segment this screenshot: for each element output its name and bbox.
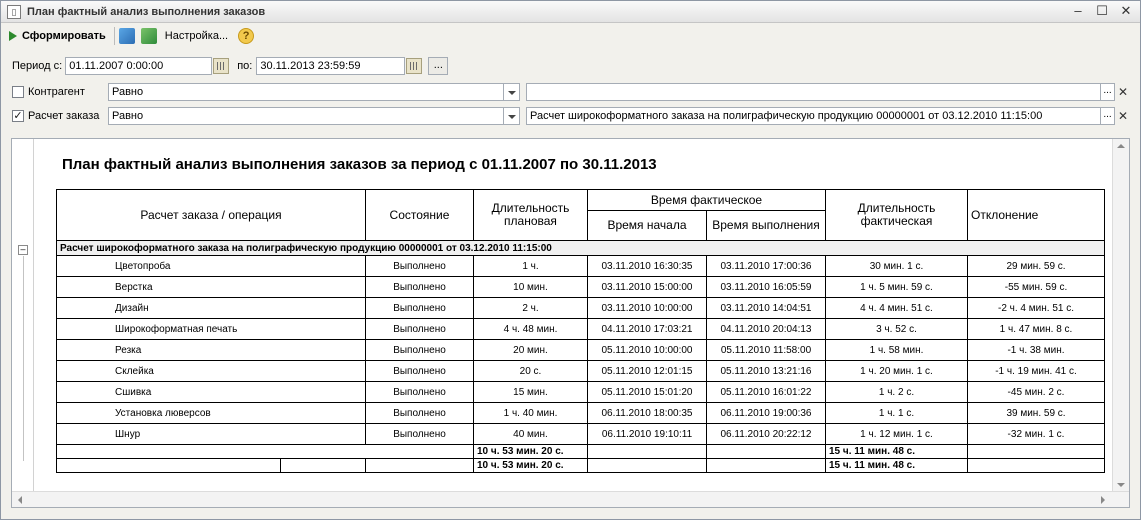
cell-state: Выполнено (366, 403, 474, 424)
cell-start: 03.11.2010 16:30:35 (588, 256, 707, 277)
chevron-down-icon[interactable] (504, 107, 520, 125)
cell-operation: Верстка (57, 277, 366, 298)
cell-fact: 4 ч. 4 мин. 51 с. (826, 298, 968, 319)
total-row (57, 459, 1105, 473)
toolbar-separator (114, 27, 115, 45)
cell-plan: 2 ч. (474, 298, 588, 319)
subtotal-empty (57, 445, 474, 459)
close-icon[interactable]: ✕ (1120, 3, 1132, 18)
cell-deviation: -32 мин. 1 с. (968, 424, 1105, 445)
cell-state: Выполнено (366, 256, 474, 277)
header-planned: Длительность плановая (474, 190, 588, 241)
subtotal-empty (968, 445, 1105, 459)
cell-plan: 4 ч. 48 мин. (474, 319, 588, 340)
table-row[interactable] (57, 340, 1105, 361)
cell-deviation: -1 ч. 19 мин. 41 с. (968, 361, 1105, 382)
table-row[interactable] (57, 256, 1105, 277)
filter-row-order (1, 105, 1140, 127)
counterparty-label: Контрагент (28, 86, 85, 98)
group-row[interactable]: Расчет широкоформатного заказа на полиграфическую продукцию 00000001 от 03.12.2010 11:15:00 (57, 241, 1105, 256)
cell-plan: 20 мин. (474, 340, 588, 361)
minimize-icon[interactable]: – (1074, 3, 1082, 18)
cell-start: 05.11.2010 10:00:00 (588, 340, 707, 361)
table-row[interactable] (57, 277, 1105, 298)
scroll-down-icon[interactable] (1117, 483, 1125, 487)
period-select-button[interactable]: ... (428, 57, 448, 75)
cell-deviation: -2 ч. 4 мин. 51 с. (968, 298, 1105, 319)
table-row[interactable] (57, 298, 1105, 319)
cell-plan: 10 мин. (474, 277, 588, 298)
header-actual-time: Время фактическое (588, 190, 826, 211)
header-actual-duration: Длительность фактическая (826, 190, 968, 241)
cell-start: 04.11.2010 17:03:21 (588, 319, 707, 340)
cell-fact: 1 ч. 1 с. (826, 403, 968, 424)
period-to-input[interactable]: 30.11.2013 23:59:59 (256, 57, 405, 75)
report-title: План фактный анализ выполнения заказов за период с 01.11.2007 по 30.11.2013 (62, 156, 657, 173)
cell-fact: 1 ч. 12 мин. 1 с. (826, 424, 968, 445)
cell-end: 05.11.2010 11:58:00 (707, 340, 826, 361)
generate-label: Сформировать (22, 30, 106, 42)
cell-fact: 1 ч. 2 с. (826, 382, 968, 403)
clear-icon[interactable]: ✕ (1117, 85, 1129, 99)
report-table (56, 189, 1105, 473)
period-from-input[interactable]: 01.11.2007 0:00:00 (65, 57, 212, 75)
total-empty (968, 459, 1105, 473)
order-label: Расчет заказа (28, 110, 100, 122)
header-deviation: Отклонение (968, 190, 1105, 241)
grouping-gutter (12, 139, 34, 492)
cell-operation: Склейка (57, 361, 366, 382)
cell-fact: 1 ч. 58 мин. (826, 340, 968, 361)
cell-end: 05.11.2010 13:21:16 (707, 361, 826, 382)
counterparty-value-input[interactable] (526, 83, 1101, 101)
title-bar (1, 1, 1140, 23)
cell-operation: Установка люверсов (57, 403, 366, 424)
cell-plan: 20 с. (474, 361, 588, 382)
cell-start: 06.11.2010 19:10:11 (588, 424, 707, 445)
scroll-up-icon[interactable] (1117, 144, 1125, 148)
cell-operation: Цветопроба (57, 256, 366, 277)
toolbar (1, 24, 1140, 48)
cell-plan: 15 мин. (474, 382, 588, 403)
table-row[interactable] (57, 403, 1105, 424)
cell-end: 06.11.2010 20:22:12 (707, 424, 826, 445)
cell-operation: Широкоформатная печать (57, 319, 366, 340)
calendar-icon[interactable] (406, 58, 422, 74)
cell-deviation: -45 мин. 2 с. (968, 382, 1105, 403)
settings-label: Настройка... (164, 30, 229, 42)
horizontal-scrollbar[interactable] (12, 491, 1129, 507)
cell-operation: Шнур (57, 424, 366, 445)
filter-row-counterparty (1, 81, 1140, 103)
subtotal-fact: 15 ч. 11 мин. 48 с. (826, 445, 968, 459)
cell-deviation: 29 мин. 59 с. (968, 256, 1105, 277)
scroll-right-icon[interactable] (1101, 496, 1105, 504)
cell-state: Выполнено (366, 319, 474, 340)
subtotal-empty (588, 445, 707, 459)
cell-fact: 30 мин. 1 с. (826, 256, 968, 277)
header-operation: Расчет заказа / операция (57, 190, 366, 241)
report-area (11, 138, 1130, 508)
counterparty-checkbox[interactable] (12, 86, 24, 98)
total-fact: 15 ч. 11 мин. 48 с. (826, 459, 968, 473)
order-choose-button[interactable]: ... (1101, 107, 1115, 125)
tree-line (23, 256, 24, 461)
play-icon (9, 31, 17, 41)
cell-start: 06.11.2010 18:00:35 (588, 403, 707, 424)
total-plan: 10 ч. 53 мин. 20 с. (474, 459, 588, 473)
cell-start: 05.11.2010 15:01:20 (588, 382, 707, 403)
cell-fact: 3 ч. 52 с. (826, 319, 968, 340)
cell-plan: 1 ч. (474, 256, 588, 277)
total-empty (707, 459, 826, 473)
cell-end: 06.11.2010 19:00:36 (707, 403, 826, 424)
cell-end: 03.11.2010 17:00:36 (707, 256, 826, 277)
cell-start: 05.11.2010 12:01:15 (588, 361, 707, 382)
subtotal-row (57, 445, 1105, 459)
window-controls (1070, 4, 1134, 20)
scroll-left-icon[interactable] (18, 496, 22, 504)
cell-start: 03.11.2010 15:00:00 (588, 277, 707, 298)
cell-deviation: 39 мин. 59 с. (968, 403, 1105, 424)
header-start: Время начала (588, 211, 707, 241)
order-condition-select[interactable]: Равно (108, 107, 504, 125)
table-row[interactable] (57, 319, 1105, 340)
cell-state: Выполнено (366, 424, 474, 445)
save-settings-icon[interactable] (119, 28, 135, 44)
cell-plan: 40 мин. (474, 424, 588, 445)
cell-operation: Дизайн (57, 298, 366, 319)
window-app-icon: ▯ (7, 5, 21, 19)
cell-state: Выполнено (366, 277, 474, 298)
header-state: Состояние (366, 190, 474, 241)
settings-button[interactable] (161, 26, 232, 46)
cell-fact: 1 ч. 5 мин. 59 с. (826, 277, 968, 298)
total-empty (588, 459, 707, 473)
cell-end: 03.11.2010 14:04:51 (707, 298, 826, 319)
cell-end: 04.11.2010 20:04:13 (707, 319, 826, 340)
counterparty-choose-button[interactable]: ... (1101, 83, 1115, 101)
subtotal-empty (707, 445, 826, 459)
counterparty-condition-select[interactable]: Равно (108, 83, 504, 101)
cell-deviation: -55 мин. 59 с. (968, 277, 1105, 298)
vertical-scrollbar[interactable] (1112, 139, 1129, 492)
total-empty (57, 459, 366, 473)
cell-start: 03.11.2010 10:00:00 (588, 298, 707, 319)
generate-button[interactable] (5, 26, 110, 46)
table-row[interactable] (57, 382, 1105, 403)
table-row[interactable] (57, 424, 1105, 445)
total-empty (366, 459, 474, 473)
order-value-input[interactable]: Расчет широкоформатного заказа на полиграфическую продукцию 00000001 от 03.12.2010 11:15:00 (526, 107, 1101, 125)
cell-state: Выполнено (366, 340, 474, 361)
cell-deviation: 1 ч. 47 мин. 8 с. (968, 319, 1105, 340)
period-from-label: Период с: (12, 60, 63, 72)
cell-plan: 1 ч. 40 мин. (474, 403, 588, 424)
order-checkbox[interactable]: ✓ (13, 110, 23, 122)
cell-deviation: -1 ч. 38 мин. (968, 340, 1105, 361)
chevron-down-icon[interactable] (504, 83, 520, 101)
cell-end: 03.11.2010 16:05:59 (707, 277, 826, 298)
period-row (1, 55, 448, 77)
calendar-icon[interactable] (213, 58, 229, 74)
cell-end: 05.11.2010 16:01:22 (707, 382, 826, 403)
help-icon[interactable]: ? (238, 28, 254, 44)
cell-operation: Резка (57, 340, 366, 361)
maximize-icon[interactable]: ☐ (1096, 3, 1108, 18)
subtotal-plan: 10 ч. 53 мин. 20 с. (474, 445, 588, 459)
cell-state: Выполнено (366, 382, 474, 403)
period-to-label: по: (237, 60, 253, 72)
restore-settings-icon[interactable] (141, 28, 157, 44)
cell-fact: 1 ч. 20 мин. 1 с. (826, 361, 968, 382)
collapse-icon[interactable]: – (18, 245, 28, 255)
cell-state: Выполнено (366, 298, 474, 319)
cell-state: Выполнено (366, 361, 474, 382)
clear-icon[interactable]: ✕ (1117, 109, 1129, 123)
window-title: План фактный анализ выполнения заказов (27, 5, 266, 18)
header-finish: Время выполнения (707, 211, 826, 241)
cell-operation: Сшивка (57, 382, 366, 403)
table-row[interactable] (57, 361, 1105, 382)
